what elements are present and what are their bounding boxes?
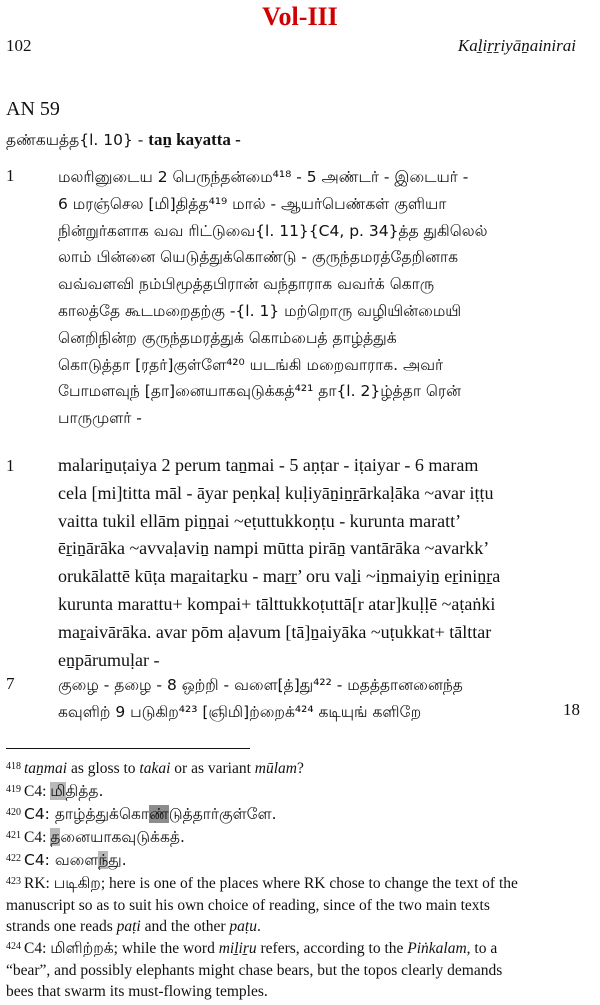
fn-text: ?: [296, 760, 304, 777]
fn-italic: mūlam: [254, 760, 297, 777]
fn-text: தித்த.: [65, 782, 104, 800]
tamil-line: குழை - தழை - 8 ஒற்றி - வளை[த்]து⁴²² - மதத்தானனைந்த: [58, 676, 463, 694]
line-number-right: 18: [563, 700, 580, 719]
transliteration-text: [58, 452, 580, 674]
fn-text: , to a: [466, 940, 498, 957]
fn-text: து.: [108, 851, 127, 869]
heading-translit: taṉ kayatta -: [148, 130, 241, 149]
translit-line: orukālattē kūṭa maṟaitaṟku - maṟṟ’ oru vaḻi ~iṉmaiyiṉ eṟiniṉṟa: [58, 566, 501, 587]
footnote-421: [6, 827, 590, 849]
tamil-line: கவுளிற் 9 படுகிற⁴²³ [ஞிமி]ற்றைக்⁴²⁴ கடியுங் களிறே: [58, 702, 422, 721]
tamil-line: போமளவுந் [தா]னையாகவுடுக்கத்⁴²¹ தா{l. 2}ழ்த்தா ரென்: [58, 382, 461, 401]
translit-line: eṉpārumuḷar -: [58, 649, 160, 670]
translit-line: malariṉuṭaiya 2 perum taṉmai - 5 aṇṭar - iṭaiyar - 6 maram: [58, 455, 479, 475]
fn-italic: miḻiṟu: [218, 940, 257, 957]
translit-line: vaitta tukil ellām piṉṉai ~eṭuttukkoṇṭu - kurunta maratt’: [58, 510, 462, 531]
fn-text: strands one reads: [6, 918, 117, 935]
running-title: Kaḻiṟṟiyāṉainirai: [457, 36, 576, 55]
footnote-number: 421: [6, 830, 21, 841]
fn-text: manuscript so as to suit his own choice of reading, since of the two main texts: [6, 896, 490, 914]
fn-text: C4: தாழ்த்துக்கொ: [24, 805, 150, 823]
footnote-number: 424: [6, 941, 21, 952]
tamil-line: னெறிநின்ற குருந்தமரத்துக் கொம்பைத் தாழ்த்துக்: [58, 328, 397, 347]
fn-text: “bear”, and possibly elephants might chase bears, but the topos clearly demands: [6, 961, 503, 979]
transliteration-block: [6, 452, 580, 674]
fn-text: டுத்தார்குள்ளே.: [168, 805, 277, 823]
translit-line: cela [mi]titta māl - āyar peṇkaḷ kuḷiyāṉiṉṟārkaḷāka ~avar iṭṭu: [58, 482, 494, 503]
fn-italic: Piṅkalam: [407, 940, 467, 957]
tamil-commentary-block-7: [6, 672, 580, 726]
footnote-424: [6, 938, 590, 1003]
footnote-number: 422: [6, 853, 21, 864]
section-label: AN 59: [6, 98, 60, 120]
fn-italic: takai: [139, 760, 171, 777]
tamil-line: 6 மரஞ்செல [மி]தித்த⁴¹⁹ மால் - ஆயர்பெண்கள் குளியா: [58, 194, 447, 213]
footnote-rule: [6, 748, 250, 749]
verse-heading: [6, 130, 241, 151]
fn-text: bees that swarm its must-flowing temples.: [6, 983, 268, 1000]
fn-italic: taṉmai: [24, 760, 68, 777]
fn-highlight: த: [50, 828, 61, 846]
fn-text: as gloss to: [67, 760, 140, 777]
translit-line: maṟaivārāka. avar pōm aḷavum [tā]ṉaiyāka ~uṭukkat+ tālttar: [58, 621, 492, 642]
tamil-text: [58, 672, 550, 726]
fn-text: or as variant: [170, 760, 255, 777]
tamil-line: காலத்தே கூடமறைதற்கு -{l. 1} மற்றொரு வழியின்மையி: [58, 301, 462, 320]
translit-line: ēṟiṉārāka ~avvaḷaviṉ nampi mūtta pirāṉ vantārāka ~avarkk’: [58, 538, 490, 559]
block-number: 1: [6, 456, 15, 475]
fn-text: refers, according to the: [256, 940, 408, 957]
volume-title: Vol-III: [262, 2, 338, 31]
tamil-line: பாருமுளர் -: [58, 409, 142, 428]
tamil-line: மலரினுடைய 2 பெருந்தன்மை⁴¹⁸ - 5 அண்டர் - இடையர் -: [58, 168, 469, 186]
fn-text: C4:: [24, 783, 51, 800]
heading-tamil: தண்கயத்த{l. 10} -: [6, 131, 149, 149]
tamil-line: நின்றுர்களாக வவ ரிட்டுவை{l. 11}{C4, p. 34}த்த துகிலெல்: [58, 221, 488, 240]
footnote-423: [6, 873, 590, 938]
fn-highlight: மி: [50, 782, 66, 800]
footnote-number: 420: [6, 807, 21, 818]
fn-text: C4: மிளிற்றக்; while the word: [24, 940, 219, 957]
translit-line: kurunta marattu+ kompai+ tālttukkoṭuttā[r atar]kuḷḷē ~aṭaṅki: [58, 593, 496, 614]
footnote-418: [6, 758, 590, 780]
fn-text: னையாகவுடுக்கத்.: [60, 828, 185, 846]
footnote-number: 418: [6, 761, 21, 772]
fn-highlight: ந்: [98, 851, 109, 869]
fn-text: C4: வளை: [24, 851, 99, 869]
fn-highlight: ண்: [149, 805, 169, 823]
footnote-422: [6, 850, 590, 872]
fn-italic: paṭu: [229, 918, 257, 935]
tamil-line: வவ்வளவி நம்பிமூத்தபிரான் வந்தாராக வவர்க் கொரு: [58, 275, 435, 294]
tamil-text: [58, 164, 580, 432]
block-number: 1: [6, 166, 15, 185]
tamil-commentary-block: [6, 164, 580, 432]
fn-text: C4:: [24, 829, 51, 846]
footnote-number: 423: [6, 876, 21, 887]
tamil-line: லாம் பின்னை யெடுத்துக்கொண்டு - குருந்தமரத்தேறினாக: [58, 248, 459, 267]
fn-text: and the other: [140, 918, 230, 935]
page-number: 102: [6, 36, 32, 55]
fn-text: RK: படிகிற; here is one of the places where RK chose to change the text of the: [24, 875, 518, 892]
footnote-number: 419: [6, 784, 21, 795]
footnote-420: [6, 804, 590, 826]
fn-text: .: [256, 918, 261, 935]
fn-italic: paṭi: [116, 918, 141, 935]
block-number: 7: [6, 674, 15, 693]
tamil-line: கொடுத்தா [ரதர்]குள்ளே⁴²⁰ யடங்கி மறைவாராக. அவர்: [58, 355, 444, 374]
footnote-419: [6, 781, 590, 803]
